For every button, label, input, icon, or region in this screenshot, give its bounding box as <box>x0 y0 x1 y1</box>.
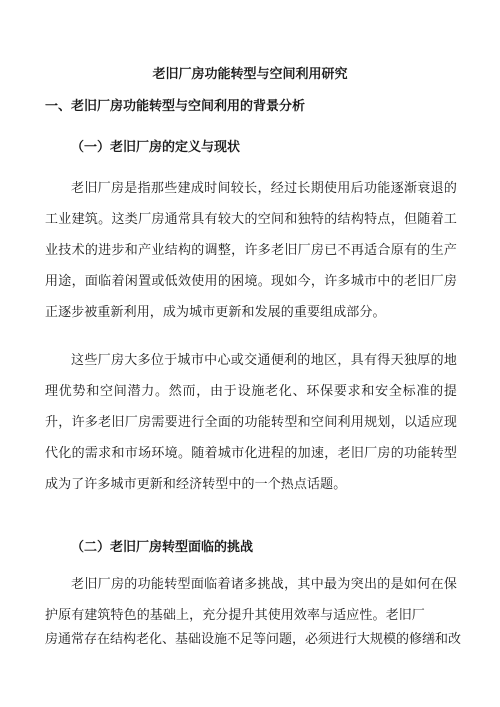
paragraph-definition: 老旧厂房是指那些建成时间较长，经过长期使用后功能逐渐衰退的工业建筑。这类厂房通常具有较大的空间和独特的结构特点，但随着工业技术的进步和产业结构的调整，许多老旧厂房已不再适合原有的生产用途，面临着闲置或低效使用的困境。现如今，许多城市中的老旧厂房正逐步被重新利用，成为城市更新和发展的重要组成部分。 <box>45 181 457 320</box>
section-heading-background-analysis: 一、老旧厂房功能转型与空间利用的背景分析 <box>45 99 306 114</box>
paragraph-challenges: 老旧厂房的功能转型面临着诸多挑战，其中最为突出的是如何在保护原有建筑特色的基础上，充分提升其使用效率与适应性。老旧厂 <box>45 577 457 623</box>
document-title: 老旧厂房功能转型与空间利用研究 <box>152 67 348 82</box>
paragraph-challenges-continuation: 房通常存在结构老化、基础设施不足等问题，必须进行大规模的修缮和改 <box>45 632 462 647</box>
subsection-heading-definition-status: （一）老旧厂房的定义与现状 <box>71 140 241 155</box>
subsection-heading-challenges: （二）老旧厂房转型面临的挑战 <box>71 540 254 555</box>
paragraph-location-potential: 这些厂房大多位于城市中心或交通便利的地区，具有得天独厚的地理优势和空间潜力。然而，由于设施老化、环保要求和安全标准的提升，许多老旧厂房需要进行全面的功能转型和空间利用规划，以适应现代化的需求和市场环境。随着城市化进程的加速，老旧厂房的功能转型成为了许多城市更新和经济转型中的一个热点话题。 <box>45 353 457 492</box>
